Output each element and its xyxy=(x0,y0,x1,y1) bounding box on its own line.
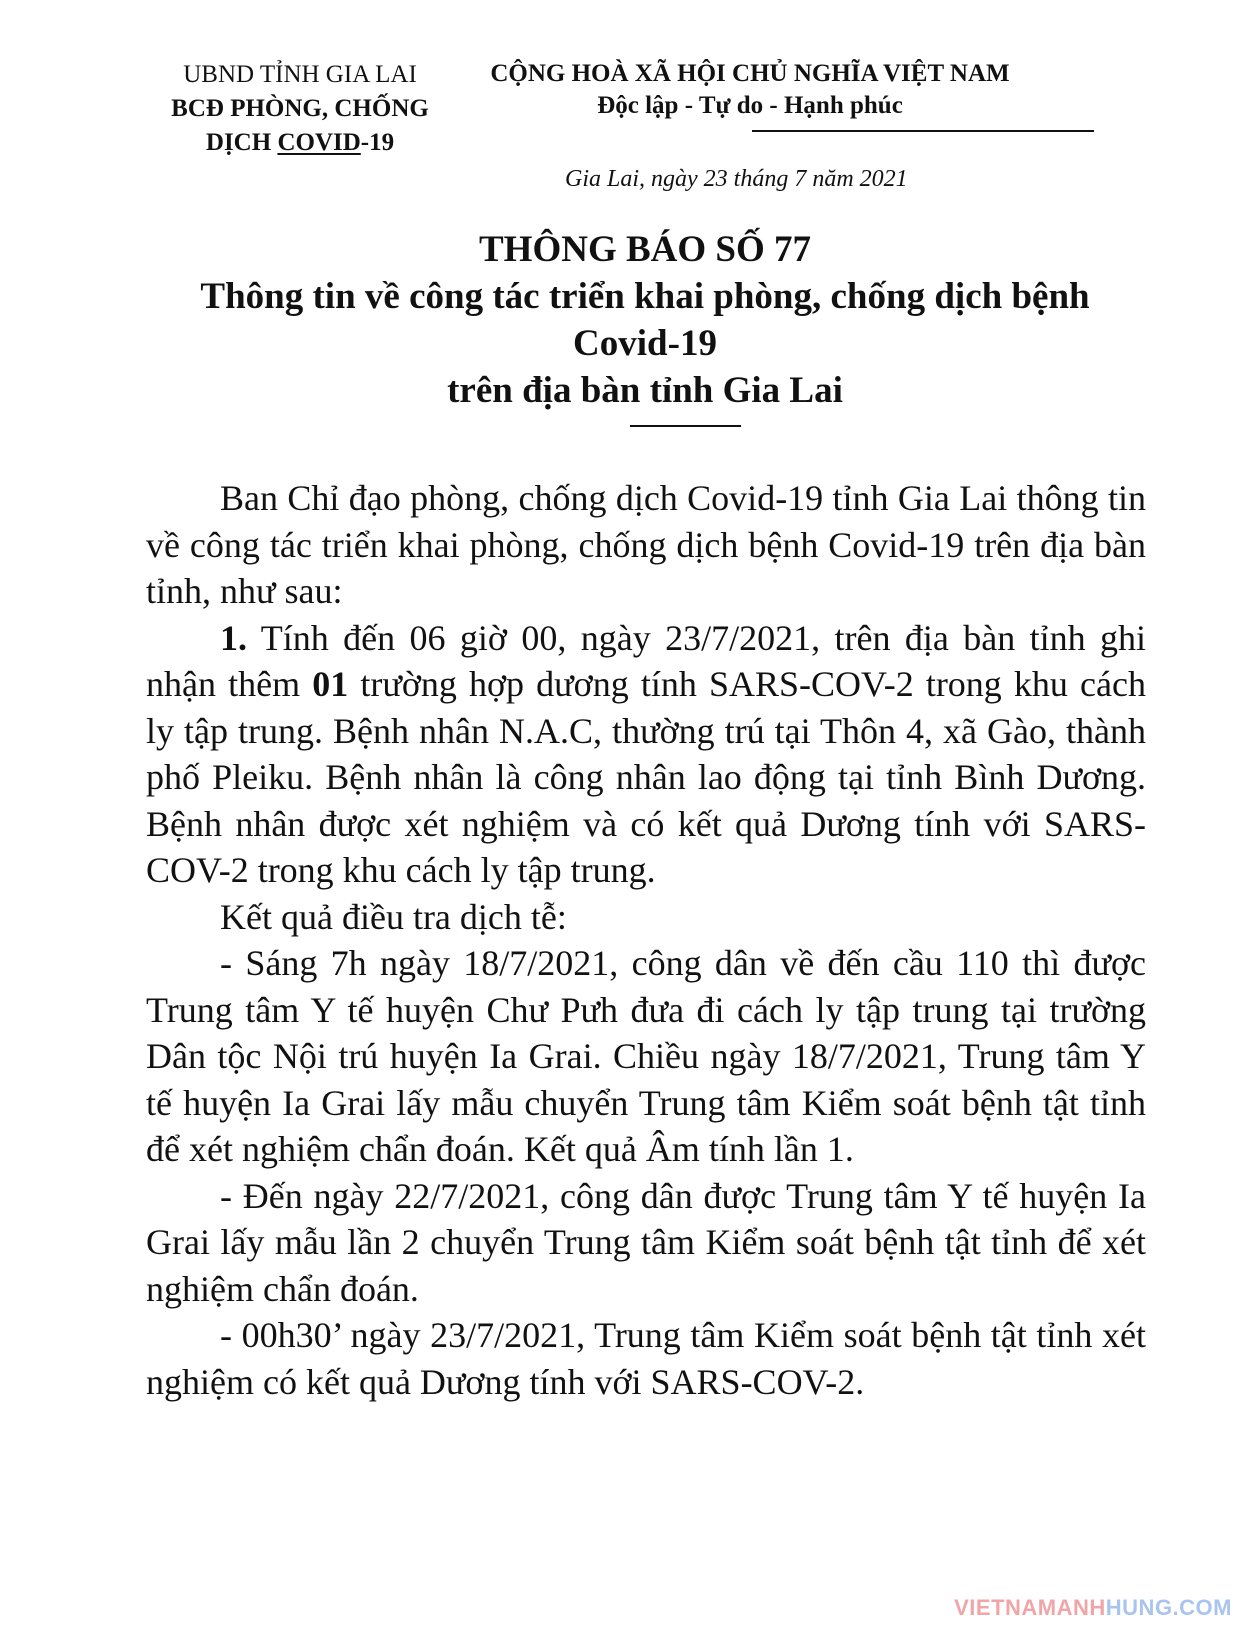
site-watermark xyxy=(954,1595,1232,1621)
notice-title-line2: Covid-19 xyxy=(573,323,717,364)
org-line2-suffix: -19 xyxy=(360,129,395,156)
item-1-case-count: 01 xyxy=(312,664,349,704)
epi-point-3: - 00h30’ ngày 23/7/2021, Trung tâm Kiểm soát bệnh tật tỉnh xét nghiệm có kết quả Dương tính với SARS-COV-2. xyxy=(146,1315,1146,1402)
notice-title-line1: Thông tin về công tác triển khai phòng, chống dịch bệnh xyxy=(200,276,1090,317)
national-heading-block xyxy=(450,58,1050,122)
org-name-line1: BCĐ PHÒNG, CHỐNG xyxy=(171,95,429,122)
agency-name: UBND TỈNH GIA LAI xyxy=(183,61,417,88)
intro-paragraph: Ban Chỉ đạo phòng, chống dịch Covid-19 tỉnh Gia Lai thông tin về công tác triển khai phòng, chống dịch bệnh Covid-19 trên địa bàn tỉnh, như sau: xyxy=(146,478,1146,611)
issuing-agency-block xyxy=(140,58,460,160)
issue-date: Gia Lai, ngày 23 tháng 7 năm 2021 xyxy=(565,166,908,192)
item-1-number: 1. xyxy=(220,617,247,658)
national-motto: Độc lập - Tự do - Hạnh phúc xyxy=(597,92,903,119)
item-1-text-b: trường hợp dương tính SARS-COV-2 trong khu cách ly tập trung. Bệnh nhân N.A.C, thường trú tại Thôn 4, xã Gào, thành phố Pleiku. Bệnh nhân là công nhân lao động tại tỉnh Bình Dương. Bệnh nhân được xét nghiệm và có kết quả Dương tính với SARS-COV-2 trong khu cách ly tập trung. xyxy=(146,664,1146,890)
item-1-paragraph xyxy=(146,615,1146,894)
watermark-part1: VIETNAMANH xyxy=(954,1595,1106,1620)
watermark-part2: HUNG.COM xyxy=(1105,1595,1232,1620)
epi-point-2: - Đến ngày 22/7/2021, công dân được Trung tâm Y tế huyện Ia Grai lấy mẫu lần 2 chuyển Trung tâm Kiểm soát bệnh tật tỉnh để xét nghiệm chẩn đoán. xyxy=(146,1175,1146,1309)
org-line2-underlined: COVID xyxy=(277,129,361,156)
org-line2-prefix: DỊCH xyxy=(205,129,278,156)
notice-body xyxy=(146,475,1146,1405)
notice-title-line3: trên địa bàn tỉnh Gia Lai xyxy=(447,370,843,411)
epi-heading: Kết quả điều tra dịch tễ: xyxy=(220,896,567,937)
nation-name: CỘNG HOÀ XÃ HỘI CHỦ NGHĨA VIỆT NAM xyxy=(490,60,1010,87)
notice-title-block xyxy=(140,226,1150,414)
item-1-text-a: Tính đến 06 giờ 00, ngày 23/7/2021, trên địa bàn tỉnh ghi nhận thêm xyxy=(146,617,1146,704)
org-name-line2 xyxy=(140,126,460,160)
title-underline xyxy=(630,425,741,427)
motto-underline xyxy=(752,130,1094,132)
notice-number: THÔNG BÁO SỐ 77 xyxy=(478,229,812,270)
epi-point-1: - Sáng 7h ngày 18/7/2021, công dân về đến cầu 110 thì được Trung tâm Y tế huyện Chư Pưh đưa đi cách ly tập trung tại trường Dân tộc Nội trú huyện Ia Grai. Chiều ngày 18/7/2021, Trung tâm Y tế huyện Ia Grai lấy mẫu chuyển Trung tâm Kiểm soát bệnh tật tỉnh để xét nghiệm chẩn đoán. Kết quả Âm tính lần 1. xyxy=(146,943,1146,1169)
